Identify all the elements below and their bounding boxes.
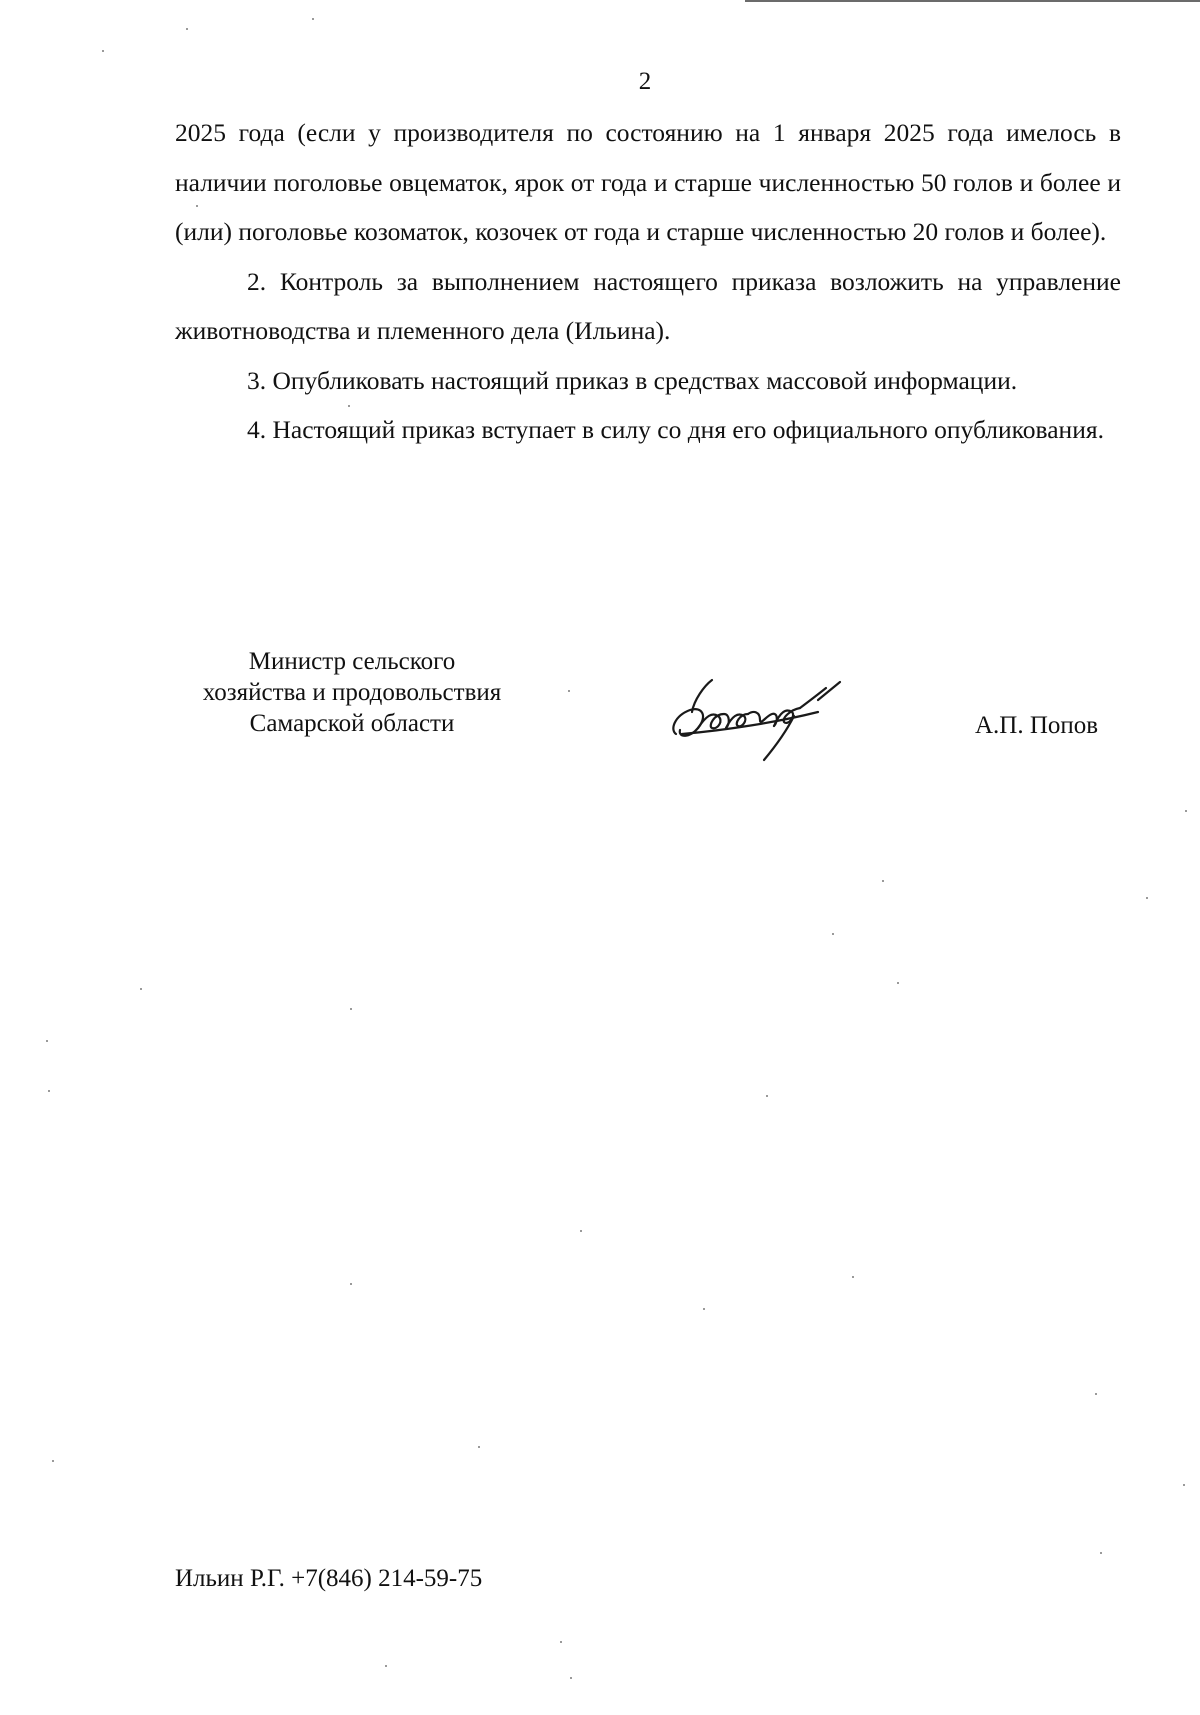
scan-speck <box>1146 897 1148 899</box>
scan-speck <box>703 1308 705 1310</box>
scan-speck <box>766 1095 768 1097</box>
scan-speck <box>196 205 198 207</box>
scan-speck <box>478 1446 480 1448</box>
paragraph-item-4: 4. Настоящий приказ вступает в силу со дня его официального опубликования. <box>247 415 1104 444</box>
paragraph-item-3: 3. Опубликовать настоящий приказ в средствах массовой информации. <box>247 365 1018 395</box>
position-line: Самарской области <box>249 710 455 737</box>
page-number: 2 <box>638 68 652 95</box>
scan-speck <box>186 28 188 30</box>
scan-speck <box>1100 1552 1102 1554</box>
scan-speck <box>348 405 350 407</box>
scan-speck <box>568 690 570 692</box>
scan-speck <box>580 1230 582 1232</box>
signatory-position <box>172 646 532 739</box>
scan-speck <box>882 880 884 882</box>
scan-edge-line <box>745 0 1200 2</box>
scan-speck <box>46 1040 48 1042</box>
scan-speck <box>897 982 899 984</box>
scan-speck <box>52 1460 54 1462</box>
scan-speck <box>140 988 142 990</box>
scan-speck <box>102 50 104 52</box>
scan-speck <box>852 1276 854 1278</box>
signer-name: А.П. Попов <box>975 712 1099 739</box>
scan-speck <box>570 1677 572 1679</box>
order-text <box>175 108 1121 455</box>
scan-speck <box>1095 1393 1097 1395</box>
scan-speck <box>312 18 314 20</box>
scan-speck <box>832 933 834 935</box>
position-line: хозяйства и продовольствия <box>202 679 502 706</box>
position-line: Министр сельского <box>248 648 456 675</box>
scan-speck <box>350 1283 352 1285</box>
scan-speck <box>1183 1484 1185 1486</box>
scan-speck <box>560 1641 562 1643</box>
paragraph-item-2: 2. Контроль за выполнением настоящего приказа возложить на управление животноводства и племенного дела (Ильина). <box>175 266 1121 345</box>
scan-speck <box>385 1665 387 1667</box>
handwritten-signature-icon <box>668 672 858 762</box>
scan-speck <box>48 1090 50 1092</box>
paragraph-continuation: 2025 года (если у производителя по состоянию на 1 января 2025 года имелось в наличии поголовье овцематок, ярок от года и старше численностью 50 голов и более и (или) поголовье козоматок, козочек от года и старше численностью 20 голов и более). <box>175 118 1121 246</box>
scan-speck <box>1185 810 1187 812</box>
scan-speck <box>350 1008 352 1010</box>
executor-contact: Ильин Р.Г. +7(846) 214-59-75 <box>175 1565 483 1592</box>
